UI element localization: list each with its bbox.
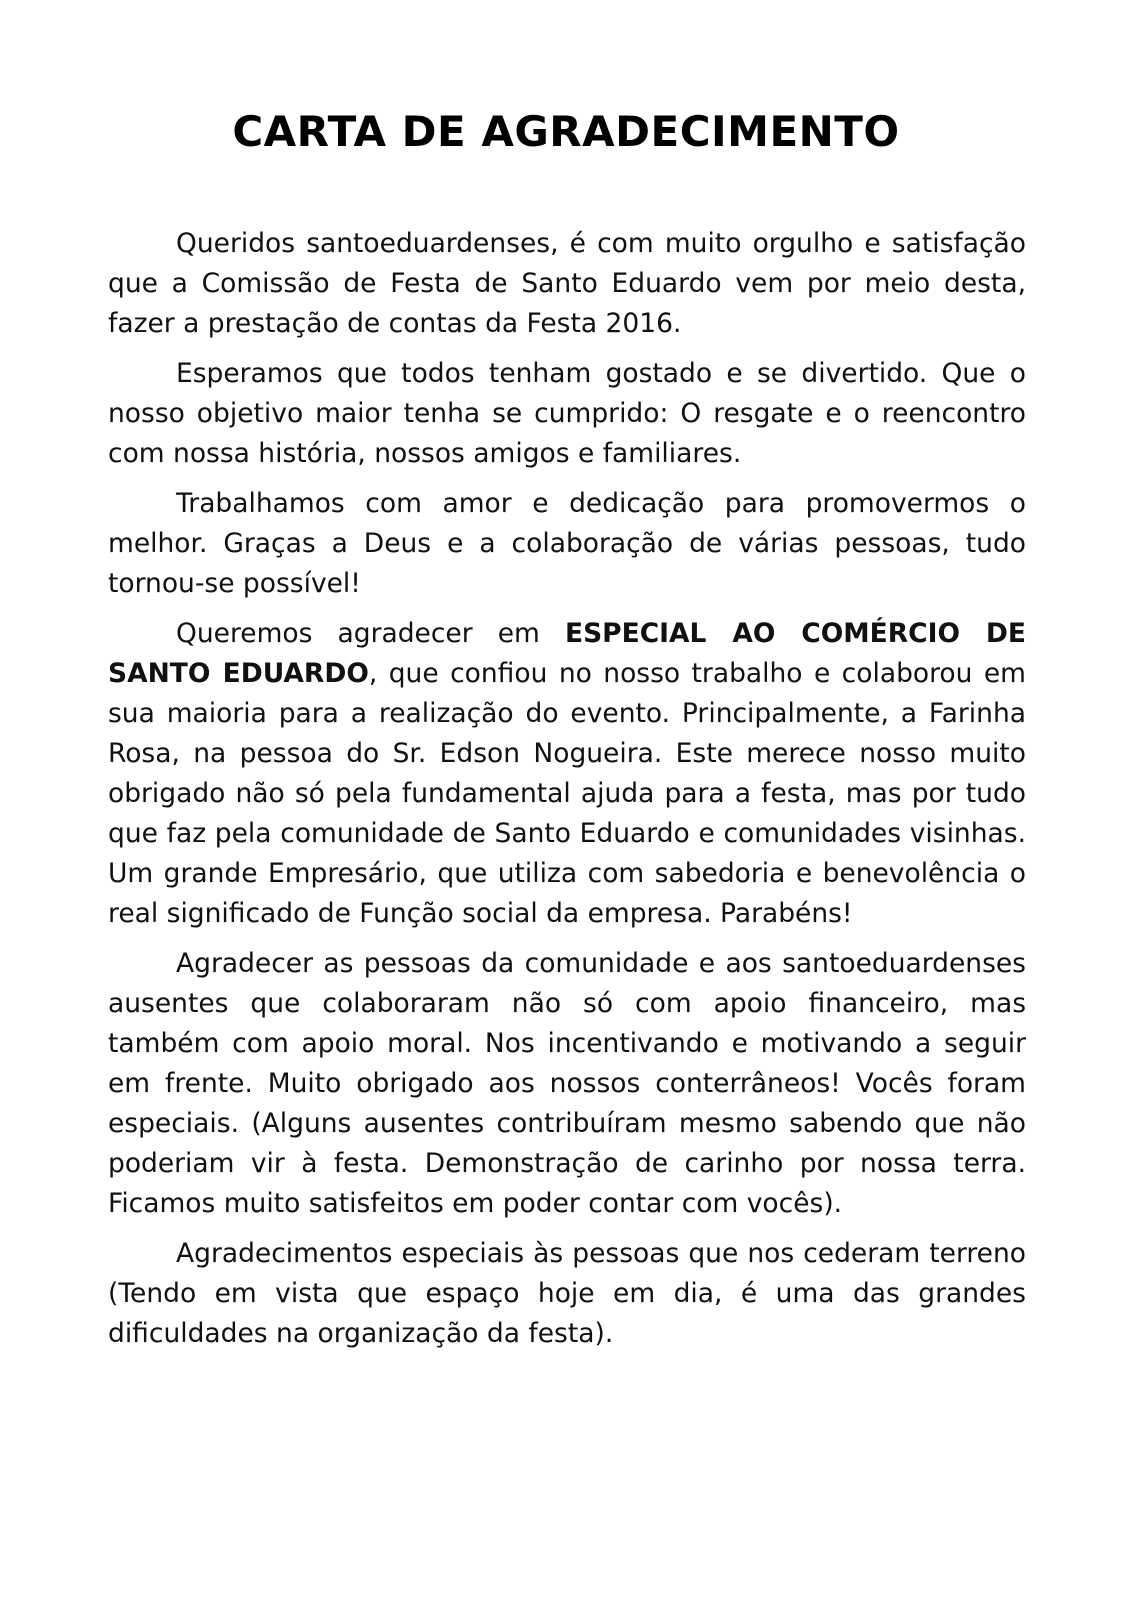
- paragraph-commerce-rest: , que confiou no nosso trabalho e colaborou em sua maioria para a realização do evento. Principalmente, a Farinha Rosa, na pessoa do Sr. Edson Nogueira. Este merece nosso muito obrigado não só pela fundamental ajuda para a festa, mas por tudo que faz pela comunidade de Santo Eduardo e comunidades visinhas. Um grande Empresário, que utiliza com sabedoria e benevolência o real significado de Função social da empresa. Parabéns!: [108, 658, 1026, 929]
- paragraph-intro: Queridos santoeduardenses, é com muito orgulho e satisfação que a Comissão de Festa de Santo Eduardo vem por meio desta, fazer a prestação de contas da Festa 2016.: [108, 228, 1026, 339]
- paragraph-commerce-highlight: ESPECIAL AO COMÉRCIO DE SANTO EDUARDO: [108, 618, 1026, 689]
- paragraph-hopes: Esperamos que todos tenham gostado e se divertido. Que o nosso objetivo maior tenha se cumprido: O resgate e o reencontro com nossa história, nossos amigos e familiares.: [108, 358, 1026, 469]
- letter-body: [108, 224, 1026, 1364]
- paragraph-commerce-lead: Queremos agradecer em: [176, 618, 565, 649]
- paragraph-community-thanks: Agradecer as pessoas da comunidade e aos santoeduardenses ausentes que colaboraram não só com apoio financeiro, mas também com apoio moral. Nos incentivando e motivando a seguir em frente. Muito obrigado aos nossos conterrâneos! Vocês foram especiais. (Alguns ausentes contribuíram mesmo sabendo que não poderiam vir à festa. Demonstração de carinho por nossa terra. Ficamos muito satisfeitos em poder contar com vocês).: [108, 948, 1026, 1219]
- page-title: CARTA DE AGRADECIMENTO: [232, 107, 900, 156]
- paragraph-commerce-thanks: [108, 614, 1026, 934]
- paragraph-work: Trabalhamos com amor e dedicação para promovermos o melhor. Graças a Deus e a colaboração de várias pessoas, tudo tornou-se possível!: [108, 488, 1026, 599]
- paragraph-land-thanks: Agradecimentos especiais às pessoas que nos cederam terreno (Tendo em vista que espaço hoje em dia, é uma das grandes dificuldades na organização da festa).: [108, 1238, 1026, 1349]
